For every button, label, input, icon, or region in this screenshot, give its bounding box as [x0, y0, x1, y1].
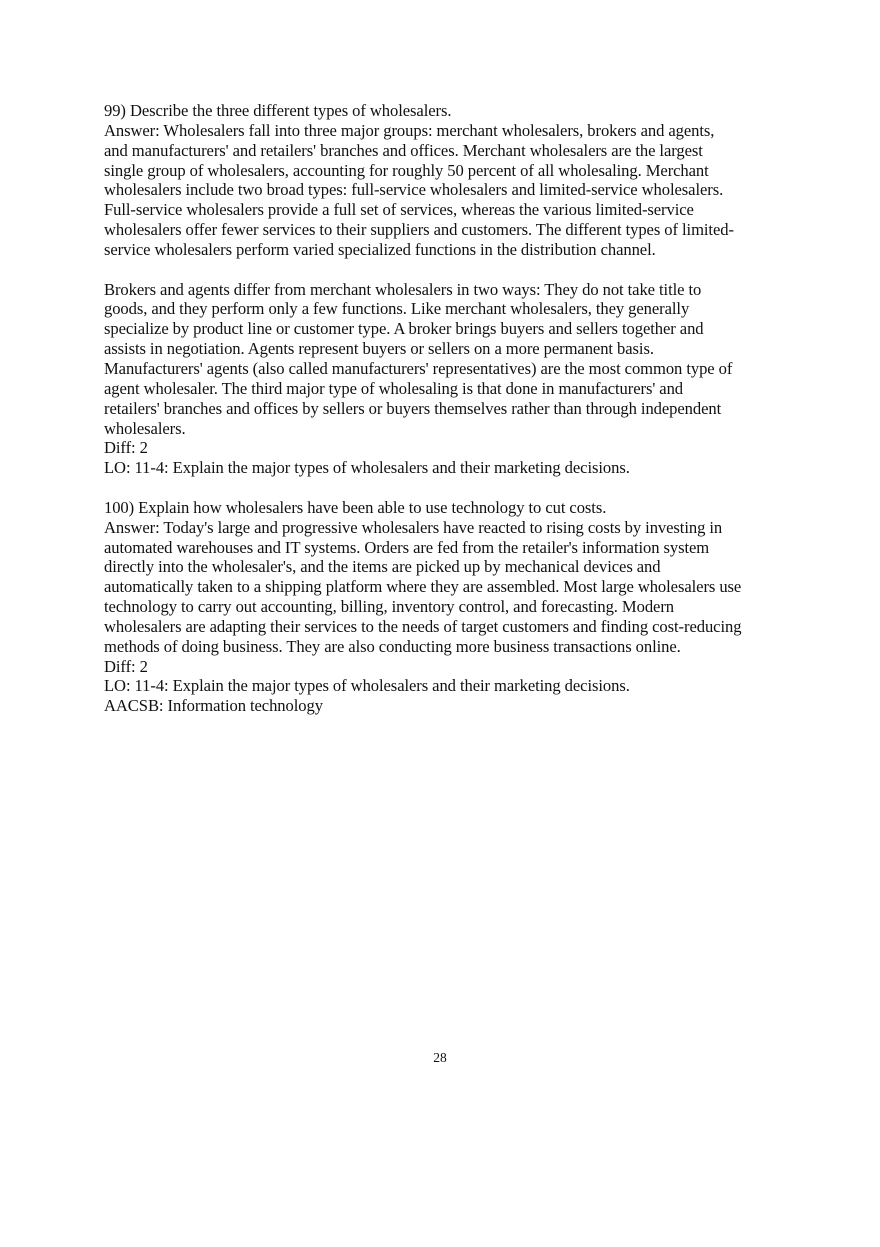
question-100-prompt: 100) Explain how wholesalers have been able to use technology to cut costs. — [104, 497, 607, 517]
answer-100-line: automatically taken to a shipping platform where they are assembled. Most large wholesalers use — [104, 577, 742, 597]
question-100-block — [104, 498, 784, 716]
question-100-difficulty: Diff: 2 — [104, 656, 148, 676]
question-99-block — [104, 101, 784, 478]
paragraph-spacer — [104, 260, 784, 280]
answer-99-line: wholesalers offer fewer services to their suppliers and customers. The different types of limited- — [104, 220, 734, 240]
answer-99-line: service wholesalers perform varied specialized functions in the distribution channel. — [104, 239, 656, 259]
question-99-prompt: 99) Describe the three different types of wholesalers. — [104, 101, 452, 120]
answer-99-paragraph-2-line: specialize by product line or customer type. A broker brings buyers and sellers together and — [104, 319, 704, 339]
page-number: 28 — [433, 1050, 447, 1065]
answer-99-line: wholesalers include two broad types: full-service wholesalers and limited-service wholesalers. — [104, 180, 724, 200]
answer-99-paragraph-2-line: Manufacturers' agents (also called manufacturers' representatives) are the most common type of — [104, 358, 733, 378]
answer-99-line: Answer: Wholesalers fall into three major groups: merchant wholesalers, brokers and agents, — [104, 120, 715, 140]
answer-100-line: Answer: Today's large and progressive wholesalers have reacted to rising costs by investing in — [104, 517, 723, 537]
answer-99-line: Full-service wholesalers provide a full set of services, whereas the various limited-service — [104, 200, 694, 220]
answer-100-line: automated warehouses and IT systems. Orders are fed from the retailer's information system — [104, 537, 710, 557]
question-99-difficulty: Diff: 2 — [104, 438, 148, 458]
answer-99-paragraph-2-line: goods, and they perform only a few functions. Like merchant wholesalers, they generally — [104, 299, 690, 319]
answer-99-paragraph-2-line: Brokers and agents differ from merchant wholesalers in two ways: They do not take title to — [104, 279, 702, 299]
question-100-learning-objective: LO: 11-4: Explain the major types of wholesalers and their marketing decisions. — [104, 676, 630, 696]
page-content — [104, 101, 784, 716]
question-100-aacsb: AACSB: Information technology — [104, 696, 323, 716]
question-spacer — [104, 478, 784, 498]
answer-99-paragraph-2-line: agent wholesaler. The third major type of wholesaling is that done in manufacturers' and — [104, 378, 684, 398]
answer-100-line: methods of doing business. They are also conducting more business transactions online. — [104, 636, 681, 656]
answer-99-line: and manufacturers' and retailers' branches and offices. Merchant wholesalers are the largest — [104, 140, 703, 160]
answer-99-line: single group of wholesalers, accounting for roughly 50 percent of all wholesaling. Merchant — [104, 160, 709, 180]
question-99-learning-objective: LO: 11-4: Explain the major types of wholesalers and their marketing decisions. — [104, 458, 630, 478]
answer-99-paragraph-2-line: assists in negotiation. Agents represent buyers or sellers on a more permanent basis. — [104, 339, 654, 359]
answer-100-line: technology to carry out accounting, billing, inventory control, and forecasting. Modern — [104, 597, 674, 617]
answer-99-paragraph-2-line: wholesalers. — [104, 418, 186, 438]
answer-100-line: directly into the wholesaler's, and the items are picked up by mechanical devices and — [104, 557, 661, 577]
answer-99-paragraph-2-line: retailers' branches and offices by sellers or buyers themselves rather than through independent — [104, 398, 722, 418]
answer-100-line: wholesalers are adapting their services to the needs of target customers and finding cost-reducing — [104, 616, 742, 636]
